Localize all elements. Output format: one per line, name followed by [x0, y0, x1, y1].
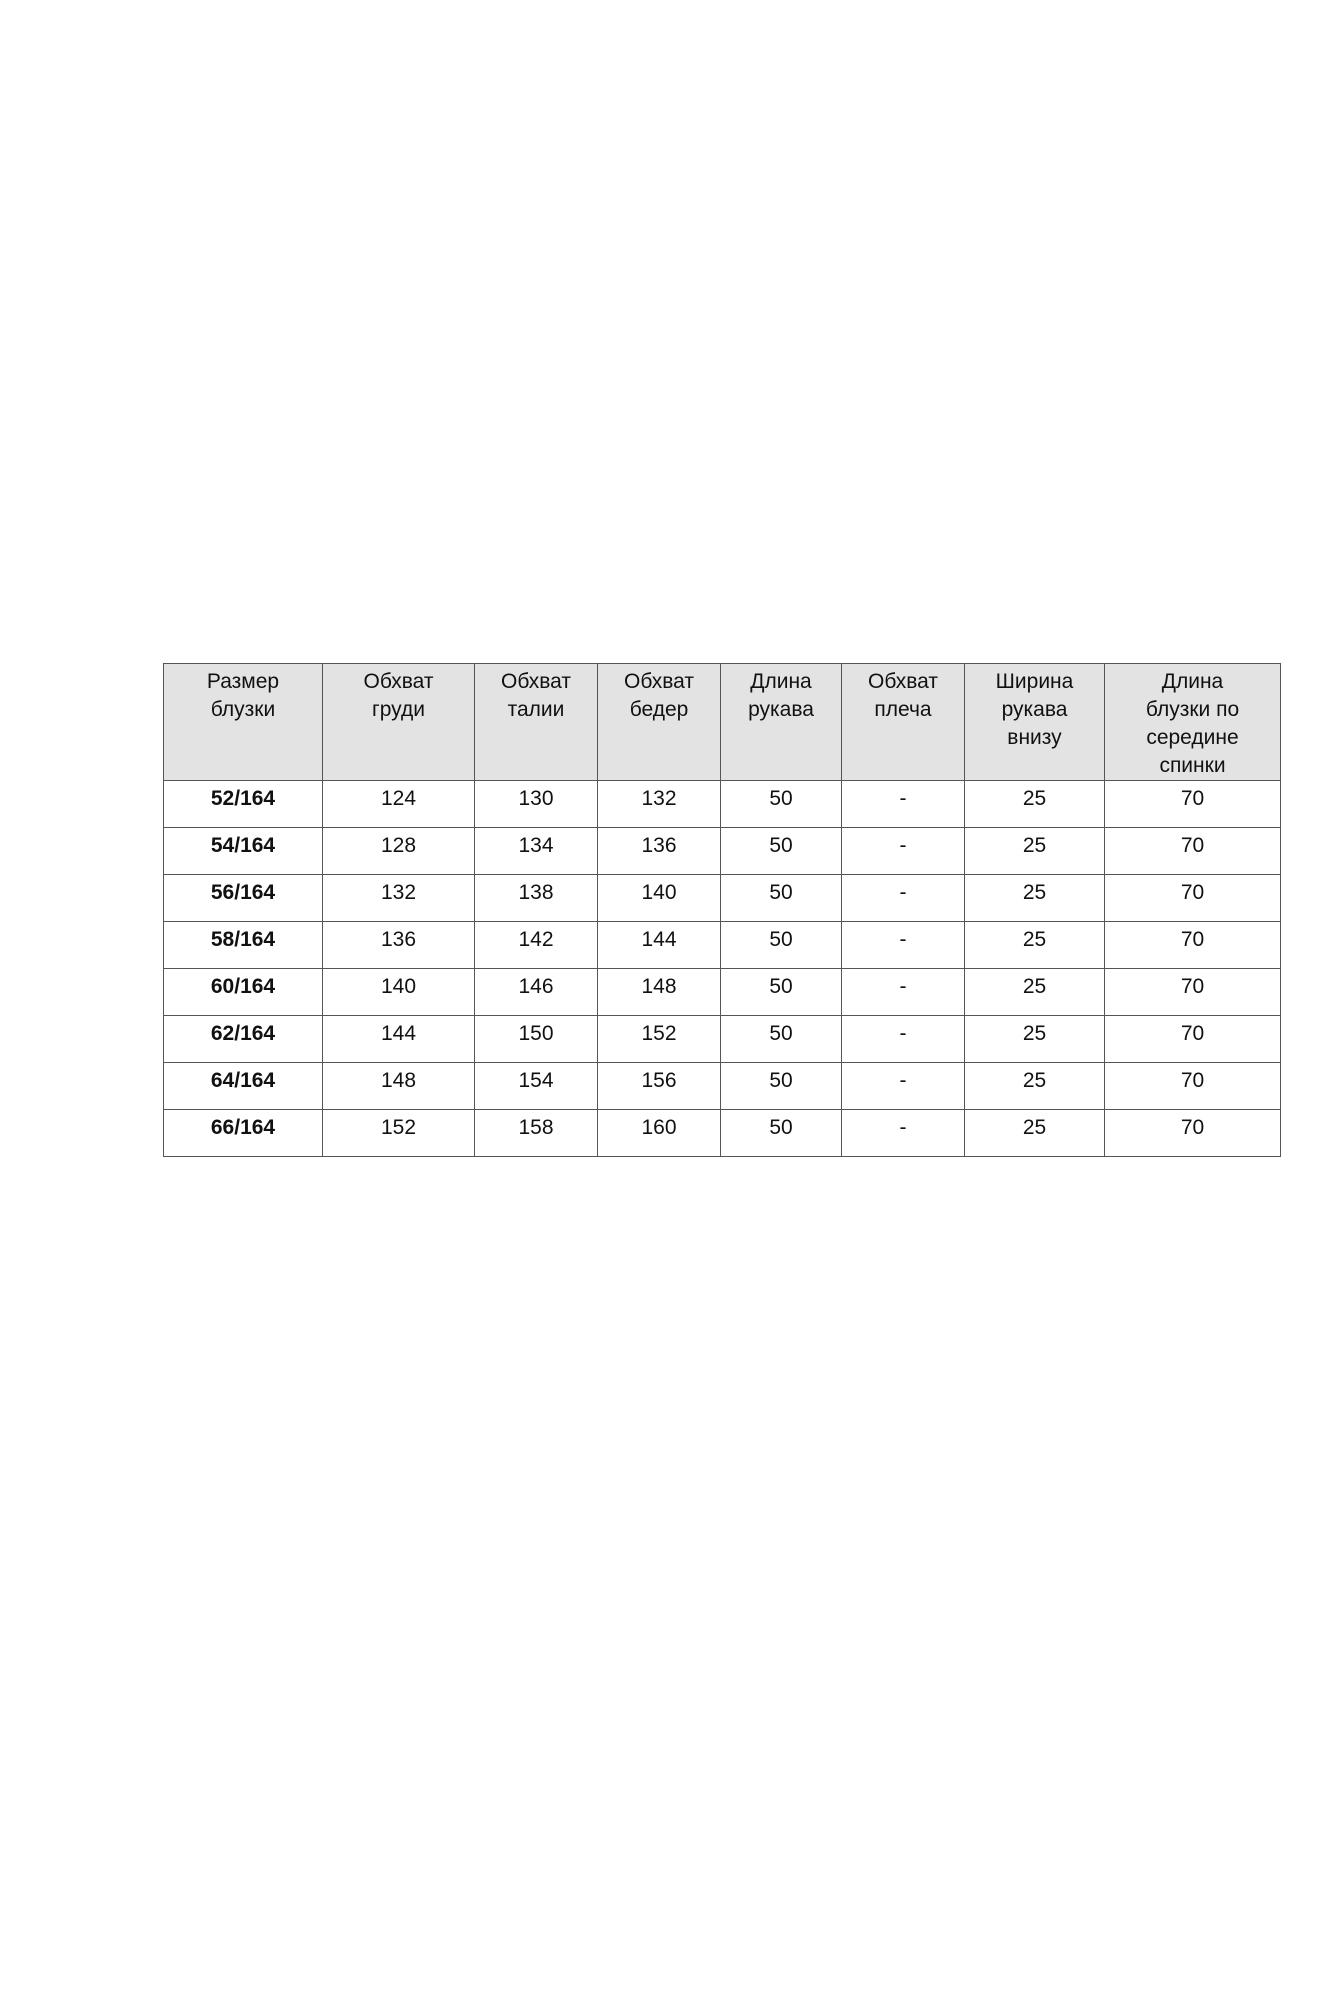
size-chart-table	[163, 663, 1281, 1157]
table-row	[164, 875, 1281, 922]
table-row	[164, 1016, 1281, 1063]
table-cell: 70	[1105, 828, 1281, 875]
table-cell: -	[842, 969, 965, 1016]
table-cell: 70	[1105, 1110, 1281, 1157]
table-cell: 146	[475, 969, 598, 1016]
table-cell: 25	[965, 781, 1105, 828]
table-cell: 144	[323, 1016, 475, 1063]
header-chest: Обхват груди	[323, 664, 475, 781]
table-cell: 50	[721, 828, 842, 875]
header-sleeve-length: Длина рукава	[721, 664, 842, 781]
table-cell: 50	[721, 1110, 842, 1157]
table-cell-size: 58/164	[164, 922, 323, 969]
table-cell: 70	[1105, 1016, 1281, 1063]
table-cell: 132	[323, 875, 475, 922]
table-cell-size: 54/164	[164, 828, 323, 875]
table-cell: 144	[598, 922, 721, 969]
table-row	[164, 1063, 1281, 1110]
table-cell: 152	[323, 1110, 475, 1157]
table-cell-size: 62/164	[164, 1016, 323, 1063]
table-row	[164, 922, 1281, 969]
table-cell: 25	[965, 969, 1105, 1016]
table-cell: 158	[475, 1110, 598, 1157]
table-cell: -	[842, 875, 965, 922]
table-cell: 50	[721, 969, 842, 1016]
table-cell: 148	[323, 1063, 475, 1110]
table-cell: 25	[965, 828, 1105, 875]
header-sleeve-width: Ширина рукава внизу	[965, 664, 1105, 781]
table-cell: 140	[598, 875, 721, 922]
table-cell: 138	[475, 875, 598, 922]
table-cell-size: 64/164	[164, 1063, 323, 1110]
table-header-row	[164, 664, 1281, 781]
table-cell: 25	[965, 1063, 1105, 1110]
table-cell: 132	[598, 781, 721, 828]
header-waist: Обхват талии	[475, 664, 598, 781]
table-cell: 70	[1105, 875, 1281, 922]
table-cell: 50	[721, 781, 842, 828]
header-blouse-length: Длина блузки по середине спинки	[1105, 664, 1281, 781]
table-cell: 140	[323, 969, 475, 1016]
table-cell: 152	[598, 1016, 721, 1063]
table-row	[164, 781, 1281, 828]
table-cell: 154	[475, 1063, 598, 1110]
table-cell: 25	[965, 1016, 1105, 1063]
table-cell: 136	[323, 922, 475, 969]
table-cell: -	[842, 828, 965, 875]
table-cell: 128	[323, 828, 475, 875]
table-row	[164, 1110, 1281, 1157]
table-row	[164, 828, 1281, 875]
header-shoulder: Обхват плеча	[842, 664, 965, 781]
table-cell: 134	[475, 828, 598, 875]
table-cell: 130	[475, 781, 598, 828]
table-cell: 160	[598, 1110, 721, 1157]
table-cell-size: 52/164	[164, 781, 323, 828]
table-cell: 70	[1105, 781, 1281, 828]
table-cell: 25	[965, 1110, 1105, 1157]
table-cell: 25	[965, 922, 1105, 969]
table-cell-size: 60/164	[164, 969, 323, 1016]
header-hips: Обхват бедер	[598, 664, 721, 781]
table-cell: 156	[598, 1063, 721, 1110]
table-cell: 70	[1105, 922, 1281, 969]
table-cell-size: 66/164	[164, 1110, 323, 1157]
header-size: Размер блузки	[164, 664, 323, 781]
table-cell: 50	[721, 1016, 842, 1063]
table-cell: 150	[475, 1016, 598, 1063]
table-cell: -	[842, 781, 965, 828]
table-cell: -	[842, 1063, 965, 1110]
table-cell-size: 56/164	[164, 875, 323, 922]
table-cell: -	[842, 922, 965, 969]
table-cell: 50	[721, 1063, 842, 1110]
table-cell: 136	[598, 828, 721, 875]
table-cell: -	[842, 1016, 965, 1063]
table-row	[164, 969, 1281, 1016]
table-cell: 50	[721, 875, 842, 922]
table-cell: 148	[598, 969, 721, 1016]
table-cell: -	[842, 1110, 965, 1157]
table-cell: 25	[965, 875, 1105, 922]
table-cell: 70	[1105, 1063, 1281, 1110]
table-cell: 142	[475, 922, 598, 969]
table-cell: 50	[721, 922, 842, 969]
table-cell: 124	[323, 781, 475, 828]
table-cell: 70	[1105, 969, 1281, 1016]
